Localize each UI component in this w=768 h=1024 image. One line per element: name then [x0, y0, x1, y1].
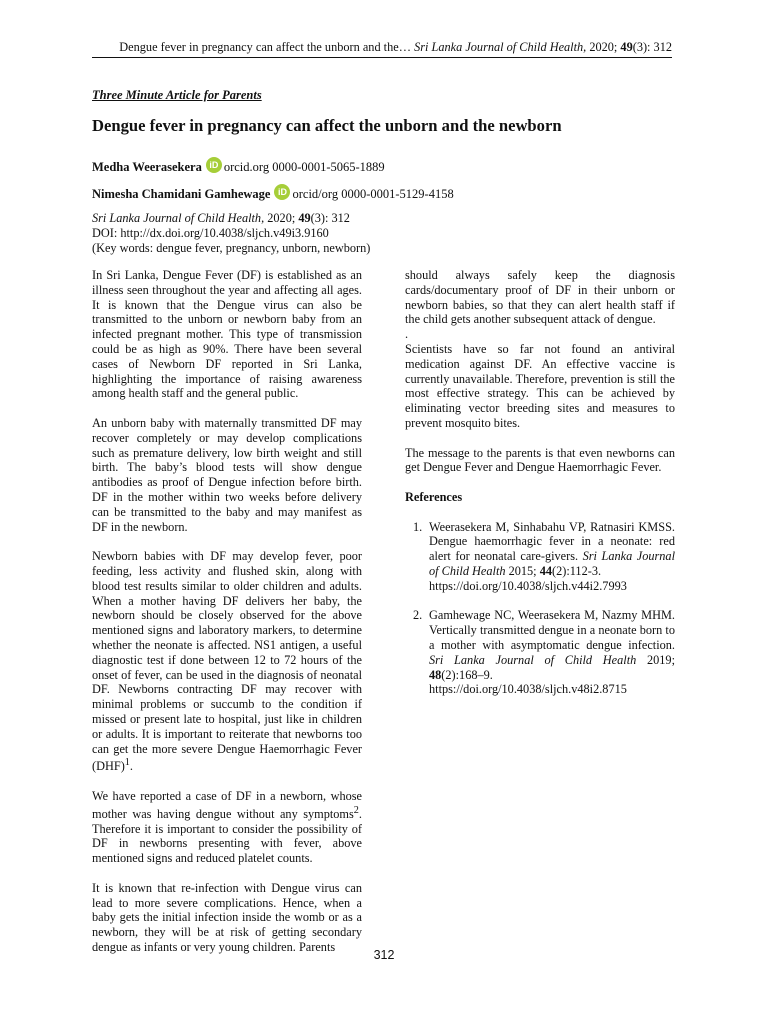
citation-issue: (3): 312	[310, 211, 350, 225]
references-list	[405, 520, 675, 698]
citation-keywords: (Key words: dengue fever, pregnancy, unborn, newborn)	[92, 240, 371, 255]
article-title: Dengue fever in pregnancy can affect the unborn and the newborn	[92, 116, 562, 135]
body-paragraph: An unborn baby with maternally transmitted DF may recover completely or may develop complications such as premature delivery, low birth weight and still birth. The baby’s blood tests will show dengue antibodies as proof of Dengue infection before birth. DF in the mother within two weeks before delivery can be transmitted to the baby and may manifest as DF in the newborn.	[92, 415, 362, 534]
body-paragraph	[92, 549, 362, 774]
author-2-orcid[interactable]: orcid/org 0000-0001-5129-4158	[292, 187, 454, 201]
body-text: Newborn babies with DF may develop fever, poor feeding, less activity and flushed skin, along with blood test results similar to older children and adults. When a mother having DF delivers her baby, the newborn should be closely observed for the above mentioned signs and laboratory markers, to determine whether the neonate is affected. NS1 antigen, a useful diagnostic test if done between 12 to 72 hours of the onset of fever, can be used in the diagnosis of neonatal DF. Newborns contracting DF may recover with minimal problems or succumb to the condition if missed or present late to hospital, just like in children or adults. It is important to reiterate that newborns too can get the more severe Dengue Haemorrhagic Fever (DHF)	[92, 549, 362, 774]
citation-year: 2020;	[264, 211, 299, 225]
reference-volume: 44	[539, 563, 552, 578]
running-head-journal: Sri Lanka Journal of Child Health,	[414, 40, 587, 54]
orcid-icon[interactable]: iD	[274, 184, 290, 200]
reference-text: Gamhewage NC, Weerasekera M, Nazmy MHM. Vertically transmitted dengue in a neonate born to a mother with asymptomatic dengue infection.	[429, 608, 675, 652]
body-text: .	[129, 759, 133, 774]
citation-block	[92, 211, 370, 255]
reference-item	[405, 520, 675, 594]
footnote-ref[interactable]: 2	[353, 804, 359, 816]
stray-dot: .	[405, 327, 409, 342]
citation-volume: 49	[298, 211, 311, 225]
author-1	[92, 157, 385, 175]
reference-year: 2015;	[505, 563, 540, 578]
body-paragraph: In Sri Lanka, Dengue Fever (DF) is established as an illness seen throughout the year and affecting all ages. It is known that the Dengue virus can also be transmitted to the unborn or newborn baby from an infected pregnant mother. This type of transmission could be as high as 90%. There have been several cases of Newborn DF reported in Sri Lanka, highlighting the importance of raising awareness among health staff and the general public.	[92, 268, 362, 401]
reference-volume: 48	[429, 667, 442, 682]
reference-doi[interactable]: https://doi.org/10.4038/sljch.v44i2.7993	[429, 578, 627, 593]
body-text: . Therefore it is important to consider the possibility of DF in newborns presenting with fever, above mentioned signs and reduced platelet counts.	[92, 806, 362, 866]
reference-number: 2.	[413, 608, 423, 623]
references-heading: References	[405, 489, 463, 504]
reference-pages: (2):112-3.	[551, 563, 602, 578]
author-2-name: Nimesha Chamidani Gamhewage	[92, 187, 271, 201]
body-text: We have reported a case of DF in a newborn, whose mother was having dengue without any symptoms	[92, 788, 362, 821]
citation-doi[interactable]: DOI: http://dx.doi.org/10.4038/sljch.v49i3.9160	[92, 225, 329, 240]
right-column	[405, 268, 675, 712]
body-paragraph: Scientists have so far not found an antiviral medication against DF. An effective vaccine is currently unavailable. Therefore, prevention is still the most effective strategy. This can be achieved by eliminating vector breeding sites and measures to prevent mosquito bites.	[405, 341, 675, 430]
reference-pages: (2):168–9.	[441, 667, 493, 682]
body-paragraph	[92, 789, 362, 866]
article-type: Three Minute Article for Parents	[92, 88, 262, 102]
orcid-icon[interactable]: iD	[206, 157, 222, 173]
citation-line	[92, 211, 370, 226]
author-1-name: Medha Weerasekera	[92, 160, 202, 174]
body-paragraph: The message to the parents is that even newborns can get Dengue Fever and Dengue Haemorrhagic Fever.	[405, 445, 675, 475]
body-paragraph: should always safely keep the diagnosis cards/documentary proof of DF in their unborn or newborn babies, so that they can alert health staff if the child gets another subsequent attack of dengue.	[405, 268, 675, 327]
footnote-ref[interactable]: 1	[124, 757, 130, 769]
running-head-volume: 49	[620, 40, 633, 54]
reference-number: 1.	[413, 519, 423, 534]
citation-journal: Sri Lanka Journal of Child Health,	[92, 211, 265, 225]
reference-journal: Sri Lanka Journal of Child Health	[429, 652, 637, 667]
reference-text: Weerasekera M, Sinhabahu VP, Ratnasiri KMSS. Dengue haemorrhagic fever in a neonate: red alert for neonatal care-givers.	[429, 519, 675, 564]
author-2	[92, 184, 454, 202]
author-1-orcid[interactable]: orcid.org 0000-0001-5065-1889	[223, 160, 385, 174]
body-paragraph: It is known that re-infection with Dengue virus can lead to more severe complications. Hence, when a baby gets the initial infection inside the womb or as a newborn, they will be at risk of getting secondary dengue as infants or very young children. Parents	[92, 880, 362, 955]
reference-year: 2019;	[636, 652, 675, 667]
reference-journal: Sri Lanka Journal of Child Health	[429, 549, 675, 578]
reference-item	[405, 608, 675, 697]
left-column	[92, 268, 362, 970]
page-number: 312	[373, 948, 395, 962]
running-head	[92, 40, 672, 58]
running-head-issue: (3): 312	[632, 40, 672, 54]
running-head-year: 2020;	[586, 40, 621, 54]
running-head-title: Dengue fever in pregnancy can affect the unborn and the…	[119, 40, 415, 54]
reference-doi[interactable]: https://doi.org/10.4038/sljch.v48i2.8715	[429, 682, 627, 697]
